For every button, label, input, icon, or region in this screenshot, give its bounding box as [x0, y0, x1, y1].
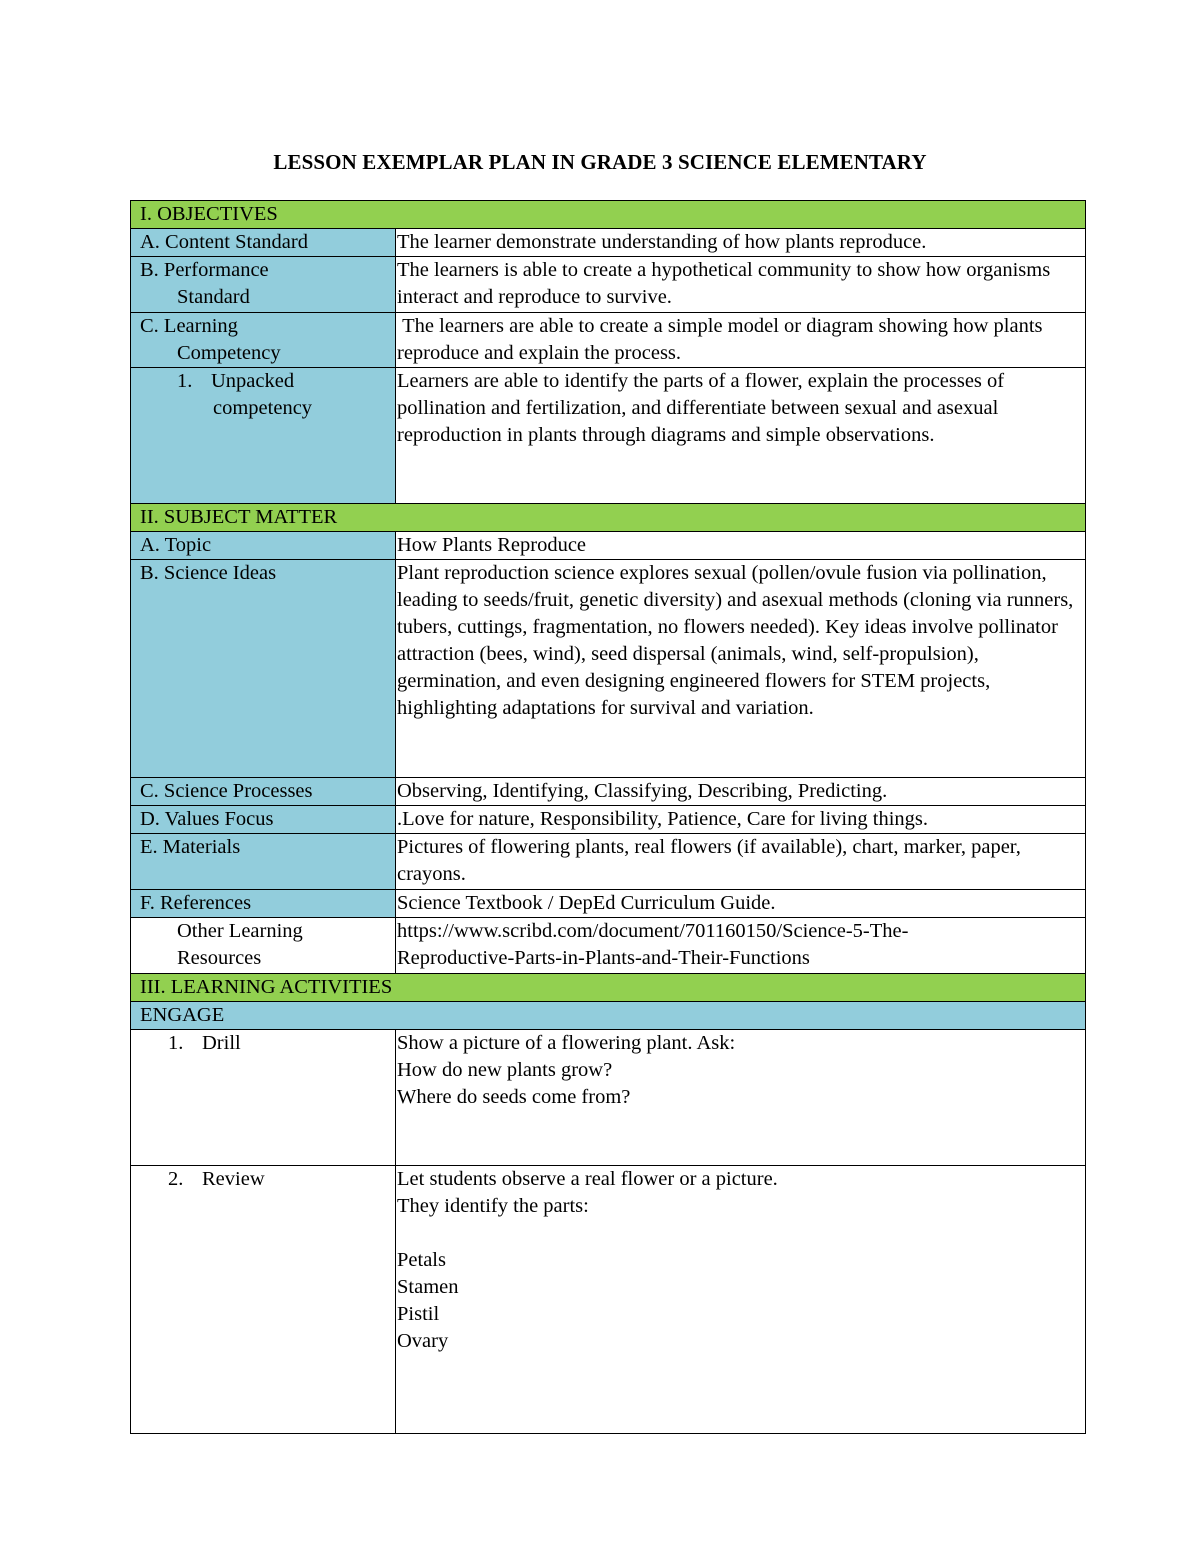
review-line: Ovary: [397, 1330, 449, 1352]
values-focus-label: D. Values Focus: [131, 806, 396, 834]
review-label-text: Review: [202, 1168, 265, 1190]
performance-standard-value: The learners is able to create a hypothetical community to show how organisms interact and reproduce to survive.: [396, 257, 1086, 313]
other-resources-label-line1: Other Learning: [177, 920, 303, 942]
references-row: [131, 890, 1086, 918]
topic-row: [131, 532, 1086, 560]
content-standard-row: [131, 229, 1086, 257]
performance-standard-label: [131, 257, 396, 313]
review-line: Petals: [397, 1249, 446, 1271]
drill-row: [131, 1030, 1086, 1166]
other-resources-link-line1[interactable]: https://www.scribd.com/document/701160150/Science-5-The-: [397, 920, 909, 942]
unpacked-competency-row: [131, 368, 1086, 504]
lesson-plan-table: [130, 200, 1086, 1434]
references-value: Science Textbook / DepEd Curriculum Guide.: [396, 890, 1086, 918]
review-line: [397, 1220, 1083, 1247]
subject-matter-header-row: [131, 504, 1086, 532]
unpacked-competency-label: [131, 368, 396, 504]
learning-competency-row: [131, 313, 1086, 368]
topic-value: How Plants Reproduce: [396, 532, 1086, 560]
learning-activities-header: III. LEARNING ACTIVITIES: [131, 974, 1086, 1002]
science-ideas-label: B. Science Ideas: [131, 560, 396, 778]
learning-activities-header-row: [131, 974, 1086, 1002]
review-line: Pistil: [397, 1303, 440, 1325]
engage-header: ENGAGE: [131, 1002, 1086, 1030]
other-resources-label-line2: Resources: [177, 947, 262, 969]
science-processes-label: C. Science Processes: [131, 778, 396, 806]
science-ideas-row: [131, 560, 1086, 778]
materials-value: Pictures of flowering plants, real flowers (if available), chart, marker, paper, crayons.: [396, 834, 1086, 890]
learning-competency-label-line1: C. Learning: [140, 315, 238, 337]
subject-matter-header: II. SUBJECT MATTER: [131, 504, 1086, 532]
unpacked-competency-number: 1.: [177, 370, 193, 392]
other-resources-link-line2[interactable]: Reproductive-Parts-in-Plants-and-Their-Functions: [397, 947, 810, 969]
unpacked-competency-value: Learners are able to identify the parts of a flower, explain the processes of pollination and fertilization, and differentiate between sexual and asexual reproduction in plants through diagrams and simple observations.: [396, 368, 1086, 504]
other-resources-row: [131, 918, 1086, 974]
drill-value: [396, 1030, 1086, 1166]
review-line: Let students observe a real flower or a picture.: [397, 1168, 778, 1190]
objectives-header: I. OBJECTIVES: [131, 201, 1086, 229]
review-number: 2.: [168, 1168, 184, 1190]
drill-label-text: Drill: [202, 1032, 241, 1054]
science-processes-row: [131, 778, 1086, 806]
performance-standard-label-line1: B. Performance: [140, 259, 269, 281]
content-standard-value: The learner demonstrate understanding of how plants reproduce.: [396, 229, 1086, 257]
learning-competency-label: [131, 313, 396, 368]
objectives-header-row: [131, 201, 1086, 229]
drill-line: Where do seeds come from?: [397, 1086, 631, 1108]
science-processes-value: Observing, Identifying, Classifying, Describing, Predicting.: [396, 778, 1086, 806]
other-resources-value: [396, 918, 1086, 974]
content-standard-label: A. Content Standard: [131, 229, 396, 257]
review-line: Stamen: [397, 1276, 459, 1298]
other-resources-label: [131, 918, 396, 974]
drill-line: Show a picture of a flowering plant. Ask:: [397, 1032, 736, 1054]
unpacked-competency-label-line2: competency: [213, 397, 313, 419]
drill-label: [131, 1030, 396, 1166]
topic-label: A. Topic: [131, 532, 396, 560]
review-row: [131, 1166, 1086, 1434]
references-label: F. References: [131, 890, 396, 918]
engage-header-row: [131, 1002, 1086, 1030]
review-value: [396, 1166, 1086, 1434]
learning-competency-value: The learners are able to create a simple model or diagram showing how plants reproduce and explain the process.: [396, 313, 1086, 368]
review-line: They identify the parts:: [397, 1195, 589, 1217]
learning-competency-label-line2: Competency: [177, 342, 281, 364]
drill-number: 1.: [168, 1032, 184, 1054]
drill-line: How do new plants grow?: [397, 1059, 613, 1081]
performance-standard-row: [131, 257, 1086, 313]
review-label: [131, 1166, 396, 1434]
performance-standard-label-line2: Standard: [177, 286, 250, 308]
values-focus-value: .Love for nature, Responsibility, Patience, Care for living things.: [396, 806, 1086, 834]
unpacked-competency-label-line1: Unpacked: [211, 370, 295, 392]
science-ideas-value: Plant reproduction science explores sexual (pollen/ovule fusion via pollination, leading to seeds/fruit, genetic diversity) and asexual methods (cloning via runners, tubers, cuttings, fragmentation, no flowers needed). Key ideas involve pollinator attraction (bees, wind), seed dispersal (animals, wind, self-propulsion), germination, and even designing engineered flowers for STEM projects, highlighting adaptations for survival and variation.: [396, 560, 1086, 778]
values-focus-row: [131, 806, 1086, 834]
materials-row: [131, 834, 1086, 890]
materials-label: E. Materials: [131, 834, 396, 890]
document-title: LESSON EXEMPLAR PLAN IN GRADE 3 SCIENCE ELEMENTARY: [273, 150, 927, 174]
